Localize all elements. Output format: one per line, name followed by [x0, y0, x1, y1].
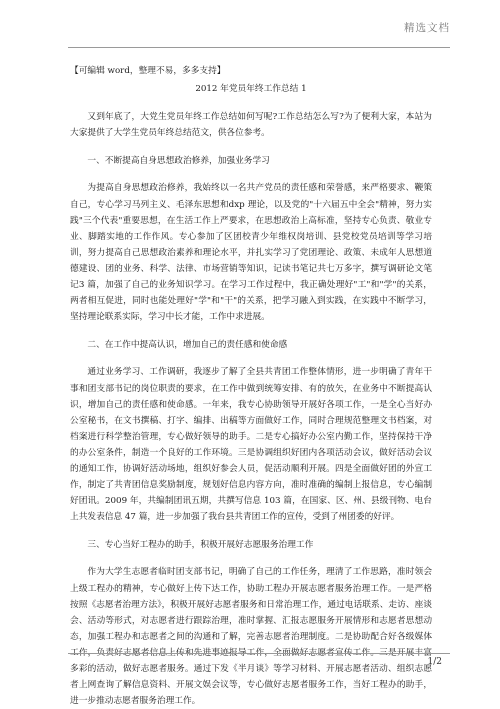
- document-body: [70, 63, 432, 709]
- header-label: 精选文档: [404, 22, 450, 34]
- section-paragraph-1: 为提高自身思想政治修养，我始终以一名共产党员的责任感和荣誉感，来严格要求、鞭策自己，专心学习马列主义、毛泽东思想和dxp 理论，以及党的"十六届五中全会"精神，努力实践"三个代表"重要思想，在生活工作上严要求，在思想政治上高标准，坚持专心负责、敬业专业、脚踏实地的工作作风。专心参加了区团校青少年维权岗培训、县党校党员培训等学习培训，努力提高自己思想政治素养和理论水平，并扎实学习了党团理论、政策、未成年人思想道德建设、团的业务、科学、法律、市场营销等知识，记读书笔记共七万多字，撰写调研论文笔记3 篇，加强了自己的业务知识学习。在学习工作过程中，我正确处理好"工"和"学"的关系，两者相互促进，同时也能处理好"学"和"干"的关系，把学习融入到实践，在实践中不断学习，坚持理论联系实际，学习中长才能，工作中求进展。: [70, 183, 432, 323]
- editable-tip: 【可编辑 word，整理不易，多多支持】: [70, 66, 226, 76]
- footer-rule: [68, 653, 450, 654]
- header-rule: [68, 47, 450, 48]
- page-header: [0, 0, 500, 50]
- section-paragraph-2: 通过业务学习、工作调研，我逐步了解了全县共青团工作整体情形，进一步明确了青年干事和团支部书记的岗位职责的要求，在工作中做到统筹安排、有的放矢，在业务中不断提高认识，增加自己的责任感和使命感。一年来，我专心协助领导开展好各项工作，一是全心当好办公室秘书，在文书撰稿、打字、编排、出稿等方面做好工作，同时合理规范整理文书档案，对档案进行科学整治管理，专心做好领导的助手。二是专心搞好办公室内勤工作，坚持保持干净的办公室条件，制造一个良好的工作环境。三是协调组织好团内各项活动会议，做好活动会议的通知工作，协调好活动场地，组织好参会人员，促活动顺利开展。四是全面做好团的外宣工作，制定了共青团信息奖励制度，规划好信息内容方向，准时准确的编制上报信息，专心编制好团讯。2009 年，共编制团讯五期，共撰写信息 103 篇，在国家、区、州、县级刊物、电台上共发表信息 47 篇，进一步加强了我台县共青团工作的宣传，受到了州团委的好评。: [70, 367, 432, 523]
- document-title: 2012 年党员年终工作总结 1: [195, 84, 307, 95]
- section-heading-1: 一、不断提高自身思想政治修养，加强业务学习: [87, 156, 270, 167]
- section-heading-2: 二、在工作中提高认识，增加自己的责任感和使命感: [87, 340, 288, 351]
- page-number: 1/2: [427, 657, 442, 667]
- section-paragraph-3: 作为大学生志愿者临时团支部书记，明确了自己的工作任务，理清了工作思路，准时领会上级工程办的精神，专心做好上传下达工作，协助工程办开展志愿者服务治理工作。一是严格按照《志愿者治理方法》，积极开展好志愿者服务和日常治理工作，通过电话联系、走访、座谈会、活动等形式，对志愿者进行跟踪治理，准时掌握、汇报志愿服务开展情形和志愿者思想动态，加强工程办和志愿者之间的沟通和了解，完善志愿者治理制度。二是协助配合好各级媒体工作，负责好志愿者信息上传和先进事迹报导工作，全面做好志愿者宣传工作。三是开展丰富多彩的活动，做好志愿者服务。通过下发《半月谈》等学习材料、开展志愿者活动、组织志愿者上网查询了解信息资料、开展文娱会议等，专心做好志愿者服务工作，当好工程办的助手，进一步推动志愿者服务治理工作。: [70, 567, 432, 707]
- intro-paragraph: 又到年底了，大党生党员年终工作总结如何写呢?工作总结怎么写?为了便利大家，本站为大家提供了大学生党员年终总结范文，供各位参考。: [70, 112, 432, 139]
- section-heading-3: 三、专心当好工程办的助手，积极开展好志愿服务治理工作: [87, 540, 314, 551]
